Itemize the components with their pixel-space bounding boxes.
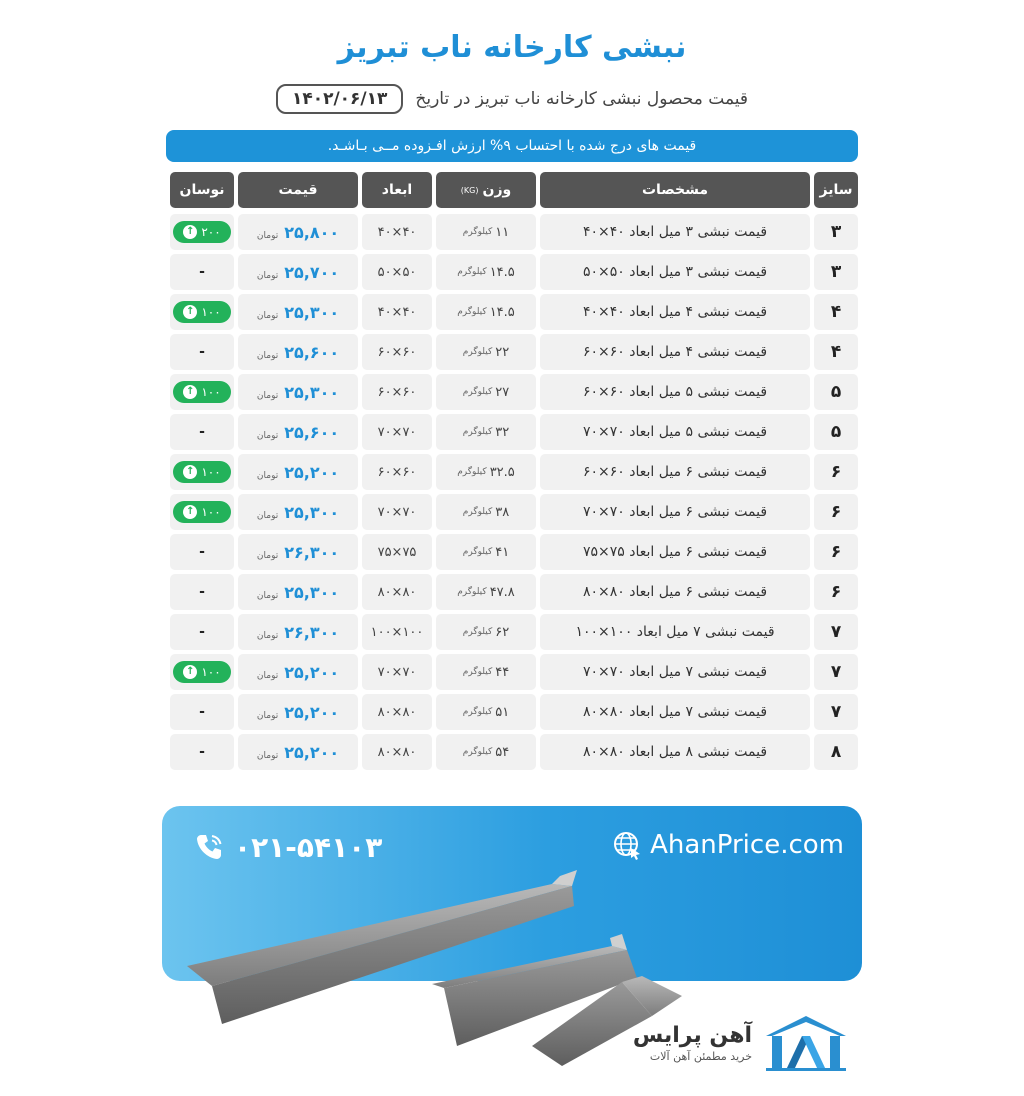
weight-cell bbox=[436, 334, 536, 370]
weight-value: ۳۲.۵ bbox=[489, 464, 515, 480]
change-cell bbox=[170, 694, 234, 730]
spec-cell bbox=[540, 534, 810, 570]
price-wrap bbox=[257, 343, 339, 362]
price-wrap bbox=[257, 663, 339, 682]
price-cell bbox=[238, 334, 358, 370]
dim-value: ۴۰×۴۰ bbox=[377, 304, 417, 320]
price-wrap bbox=[257, 743, 339, 762]
weight-cell bbox=[436, 214, 536, 250]
price-cell bbox=[238, 294, 358, 330]
weight-cell bbox=[436, 254, 536, 290]
weight-cell bbox=[436, 614, 536, 650]
price-wrap bbox=[257, 503, 339, 522]
arrow-up-icon: ↑ bbox=[183, 465, 197, 479]
dim-cell bbox=[362, 574, 432, 610]
size-cell bbox=[814, 734, 858, 770]
price-unit: تومان bbox=[256, 630, 279, 641]
header-weight bbox=[436, 172, 536, 208]
price-wrap bbox=[257, 223, 339, 242]
table-row bbox=[166, 214, 858, 250]
change-badge bbox=[173, 381, 231, 403]
table-row bbox=[166, 694, 858, 730]
change-value: ۱۰۰ bbox=[201, 505, 221, 519]
weight-value: ۵۱ bbox=[495, 704, 510, 720]
size-value: ۳ bbox=[830, 262, 842, 282]
price-cell bbox=[238, 414, 358, 450]
price-value: ۲۵,۸۰۰ bbox=[284, 222, 340, 242]
table-row bbox=[166, 374, 858, 410]
change-badge bbox=[173, 301, 231, 323]
price-cell bbox=[238, 534, 358, 570]
change-value: ۱۰۰ bbox=[201, 465, 221, 479]
price-value: ۲۶,۳۰۰ bbox=[284, 542, 340, 562]
price-wrap bbox=[257, 623, 339, 642]
dim-value: ۴۰×۴۰ bbox=[377, 224, 417, 240]
change-cell bbox=[170, 254, 234, 290]
weight-cell bbox=[436, 414, 536, 450]
price-value: ۲۵,۶۰۰ bbox=[284, 422, 340, 442]
table-row bbox=[166, 254, 858, 290]
price-value: ۲۵,۷۰۰ bbox=[284, 262, 340, 282]
table-row bbox=[166, 534, 858, 570]
price-wrap bbox=[257, 423, 339, 442]
price-unit: تومان bbox=[256, 350, 279, 361]
weight-value: ۴۷.۸ bbox=[489, 584, 515, 600]
price-cell bbox=[238, 654, 358, 690]
spec-value: قیمت نبشی ۶ میل ابعاد ۶۰×۶۰ bbox=[583, 464, 768, 480]
table-row bbox=[166, 734, 858, 770]
price-value: ۲۶,۳۰۰ bbox=[284, 622, 340, 642]
change-cell bbox=[170, 294, 234, 330]
spec-value: قیمت نبشی ۵ میل ابعاد ۶۰×۶۰ bbox=[583, 384, 768, 400]
dim-value: ۱۰۰×۱۰۰ bbox=[370, 624, 424, 640]
spec-value: قیمت نبشی ۶ میل ابعاد ۸۰×۸۰ bbox=[583, 584, 768, 600]
change-value: - bbox=[199, 624, 205, 640]
table-row bbox=[166, 334, 858, 370]
table-row bbox=[166, 414, 858, 450]
size-value: ۶ bbox=[830, 462, 842, 482]
spec-cell bbox=[540, 214, 810, 250]
change-cell bbox=[170, 734, 234, 770]
brand-name: آهن پرایس bbox=[632, 1023, 752, 1048]
spec-value: قیمت نبشی ۸ میل ابعاد ۸۰×۸۰ bbox=[583, 744, 768, 760]
price-cell bbox=[238, 454, 358, 490]
price-value: ۲۵,۲۰۰ bbox=[284, 702, 340, 722]
spec-cell bbox=[540, 334, 810, 370]
change-cell bbox=[170, 454, 234, 490]
vat-notice: قیمت های درج شده با احتساب ۹% ارزش افـزوده مــی بـاشـد. bbox=[166, 130, 858, 162]
price-unit: تومان bbox=[256, 310, 279, 321]
dim-value: ۶۰×۶۰ bbox=[377, 344, 417, 360]
dim-cell bbox=[362, 734, 432, 770]
change-cell bbox=[170, 374, 234, 410]
price-unit: تومان bbox=[256, 710, 279, 721]
date-badge: ۱۴۰۲/۰۶/۱۳ bbox=[276, 84, 403, 114]
dim-value: ۶۰×۶۰ bbox=[377, 384, 417, 400]
dim-value: ۸۰×۸۰ bbox=[377, 584, 417, 600]
weight-cell bbox=[436, 574, 536, 610]
change-value: - bbox=[199, 344, 205, 360]
dim-cell bbox=[362, 254, 432, 290]
weight-cell bbox=[436, 734, 536, 770]
weight-cell bbox=[436, 374, 536, 410]
arrow-up-icon: ↑ bbox=[183, 225, 197, 239]
header-spec: مشخصات bbox=[540, 172, 810, 208]
header-change: نوسان bbox=[170, 172, 234, 208]
weight-unit: کیلوگرم bbox=[462, 707, 493, 717]
weight-value: ۴۱ bbox=[495, 544, 510, 560]
spec-value: قیمت نبشی ۴ میل ابعاد ۴۰×۴۰ bbox=[583, 304, 768, 320]
weight-unit: کیلوگرم bbox=[462, 627, 493, 637]
weight-value: ۱۴.۵ bbox=[489, 264, 515, 280]
subtitle-row bbox=[0, 84, 1024, 114]
change-cell bbox=[170, 654, 234, 690]
price-cell bbox=[238, 614, 358, 650]
spec-cell bbox=[540, 654, 810, 690]
size-value: ۴ bbox=[830, 302, 842, 322]
weight-unit: کیلوگرم bbox=[457, 267, 487, 277]
dim-value: ۷۰×۷۰ bbox=[377, 504, 417, 520]
table-row bbox=[166, 654, 858, 690]
dim-cell bbox=[362, 334, 432, 370]
size-value: ۶ bbox=[830, 542, 842, 562]
size-cell bbox=[814, 254, 858, 290]
price-cell bbox=[238, 254, 358, 290]
weight-unit: کیلوگرم bbox=[462, 347, 493, 357]
size-value: ۵ bbox=[830, 382, 842, 402]
price-cell bbox=[238, 374, 358, 410]
weight-unit: کیلوگرم bbox=[462, 747, 493, 757]
price-value: ۲۵,۲۰۰ bbox=[284, 662, 340, 682]
weight-value: ۵۴ bbox=[495, 744, 510, 760]
dim-cell bbox=[362, 494, 432, 530]
header-size: سایز bbox=[814, 172, 858, 208]
weight-unit: کیلوگرم bbox=[457, 307, 487, 317]
spec-value: قیمت نبشی ۶ میل ابعاد ۷۰×۷۰ bbox=[583, 504, 768, 520]
size-cell bbox=[814, 414, 858, 450]
price-value: ۲۵,۳۰۰ bbox=[284, 302, 340, 322]
brand-mark-icon bbox=[764, 1014, 848, 1072]
change-value: - bbox=[199, 424, 205, 440]
price-table bbox=[166, 172, 858, 774]
weight-cell bbox=[436, 494, 536, 530]
table-header bbox=[166, 172, 858, 208]
page-title: نبشی کارخانه ناب تبریز bbox=[337, 30, 687, 65]
size-cell bbox=[814, 694, 858, 730]
table-row bbox=[166, 494, 858, 530]
size-value: ۷ bbox=[830, 622, 842, 642]
weight-unit: کیلوگرم bbox=[462, 507, 493, 517]
spec-cell bbox=[540, 454, 810, 490]
change-cell bbox=[170, 614, 234, 650]
size-cell bbox=[814, 294, 858, 330]
change-value: - bbox=[199, 704, 205, 720]
size-cell bbox=[814, 334, 858, 370]
website-link[interactable] bbox=[612, 830, 844, 860]
size-value: ۷ bbox=[830, 702, 842, 722]
weight-value: ۴۴ bbox=[495, 664, 510, 680]
spec-cell bbox=[540, 614, 810, 650]
dim-cell bbox=[362, 414, 432, 450]
weight-unit: کیلوگرم bbox=[462, 667, 493, 677]
arrow-up-icon: ↑ bbox=[183, 665, 197, 679]
change-badge bbox=[173, 221, 231, 243]
table-row bbox=[166, 614, 858, 650]
change-cell bbox=[170, 214, 234, 250]
change-cell bbox=[170, 334, 234, 370]
price-cell bbox=[238, 694, 358, 730]
weight-value: ۱۱ bbox=[495, 224, 510, 240]
weight-unit: کیلوگرم bbox=[462, 547, 493, 557]
price-unit: تومان bbox=[256, 390, 279, 401]
weight-cell bbox=[436, 534, 536, 570]
size-cell bbox=[814, 454, 858, 490]
spec-value: قیمت نبشی ۴ میل ابعاد ۶۰×۶۰ bbox=[583, 344, 768, 360]
weight-value: ۲۲ bbox=[495, 344, 510, 360]
size-cell bbox=[814, 574, 858, 610]
weight-value: ۳۸ bbox=[495, 504, 510, 520]
dim-cell bbox=[362, 654, 432, 690]
price-unit: تومان bbox=[256, 430, 279, 441]
weight-unit: کیلوگرم bbox=[462, 227, 493, 237]
spec-cell bbox=[540, 254, 810, 290]
change-value: ۱۰۰ bbox=[201, 385, 221, 399]
price-unit: تومان bbox=[256, 510, 279, 521]
change-badge bbox=[173, 661, 231, 683]
spec-cell bbox=[540, 374, 810, 410]
price-wrap bbox=[257, 383, 339, 402]
dim-cell bbox=[362, 534, 432, 570]
price-cell bbox=[238, 214, 358, 250]
spec-value: قیمت نبشی ۷ میل ابعاد ۸۰×۸۰ bbox=[583, 704, 768, 720]
change-value: - bbox=[199, 744, 205, 760]
size-cell bbox=[814, 654, 858, 690]
header-weight-unit: (KG) bbox=[460, 185, 479, 195]
promo-banner bbox=[162, 806, 862, 1080]
dim-value: ۷۰×۷۰ bbox=[377, 664, 417, 680]
price-unit: تومان bbox=[256, 270, 279, 281]
dim-value: ۵۰×۵۰ bbox=[377, 264, 417, 280]
spec-value: قیمت نبشی ۵ میل ابعاد ۷۰×۷۰ bbox=[583, 424, 768, 440]
price-unit: تومان bbox=[256, 670, 279, 681]
weight-unit: کیلوگرم bbox=[462, 427, 493, 437]
change-value: - bbox=[199, 584, 205, 600]
dim-value: ۷۵×۷۵ bbox=[377, 544, 417, 560]
size-value: ۶ bbox=[830, 502, 842, 522]
phone-icon bbox=[192, 830, 226, 864]
size-cell bbox=[814, 214, 858, 250]
spec-value: قیمت نبشی ۷ میل ابعاد ۷۰×۷۰ bbox=[583, 664, 768, 680]
size-value: ۵ bbox=[830, 422, 842, 442]
size-cell bbox=[814, 534, 858, 570]
weight-cell bbox=[436, 454, 536, 490]
table-row bbox=[166, 454, 858, 490]
size-value: ۶ bbox=[830, 582, 842, 602]
table-row bbox=[166, 294, 858, 330]
price-value: ۲۵,۳۰۰ bbox=[284, 382, 340, 402]
table-row bbox=[166, 574, 858, 610]
globe-icon bbox=[612, 830, 642, 860]
spec-value: قیمت نبشی ۳ میل ابعاد ۴۰×۴۰ bbox=[583, 224, 768, 240]
price-wrap bbox=[257, 583, 339, 602]
price-unit: تومان bbox=[256, 750, 279, 761]
spec-cell bbox=[540, 694, 810, 730]
price-wrap bbox=[257, 463, 339, 482]
price-wrap bbox=[257, 303, 339, 322]
price-wrap bbox=[257, 543, 339, 562]
size-value: ۸ bbox=[830, 742, 842, 762]
spec-cell bbox=[540, 294, 810, 330]
header-price: قیمت bbox=[238, 172, 358, 208]
size-cell bbox=[814, 614, 858, 650]
size-cell bbox=[814, 494, 858, 530]
dim-value: ۶۰×۶۰ bbox=[377, 464, 417, 480]
dim-value: ۸۰×۸۰ bbox=[377, 744, 417, 760]
subtitle: قیمت محصول نبشی کارخانه ناب تبریز در تاریخ bbox=[415, 89, 749, 109]
price-unit: تومان bbox=[256, 470, 279, 481]
weight-cell bbox=[436, 654, 536, 690]
arrow-up-icon: ↑ bbox=[183, 385, 197, 399]
spec-value: قیمت نبشی ۷ میل ابعاد ۱۰۰×۱۰۰ bbox=[575, 624, 775, 640]
brand-tagline: خرید مطمئن آهن آلات bbox=[649, 1050, 752, 1063]
change-value: ۲۰۰ bbox=[201, 225, 221, 239]
website-text: AhanPrice.com bbox=[650, 830, 844, 860]
size-value: ۷ bbox=[830, 662, 842, 682]
change-cell bbox=[170, 414, 234, 450]
phone-number: ۰۲۱-۵۴۱۰۳ bbox=[234, 830, 383, 864]
table-body bbox=[166, 214, 858, 770]
change-value: - bbox=[199, 544, 205, 560]
arrow-up-icon: ↑ bbox=[183, 505, 197, 519]
price-unit: تومان bbox=[256, 230, 279, 241]
weight-value: ۲۷ bbox=[495, 384, 510, 400]
spec-cell bbox=[540, 414, 810, 450]
weight-cell bbox=[436, 294, 536, 330]
dim-cell bbox=[362, 454, 432, 490]
price-cell bbox=[238, 734, 358, 770]
price-unit: تومان bbox=[256, 590, 279, 601]
header-dim: ابعاد bbox=[362, 172, 432, 208]
weight-value: ۳۲ bbox=[495, 424, 510, 440]
weight-unit: کیلوگرم bbox=[457, 467, 487, 477]
change-cell bbox=[170, 574, 234, 610]
dim-cell bbox=[362, 294, 432, 330]
price-wrap bbox=[257, 703, 339, 722]
price-cell bbox=[238, 574, 358, 610]
size-value: ۳ bbox=[830, 222, 842, 242]
spec-value: قیمت نبشی ۳ میل ابعاد ۵۰×۵۰ bbox=[583, 264, 768, 280]
header-weight-label: وزن bbox=[482, 182, 512, 198]
spec-cell bbox=[540, 574, 810, 610]
weight-value: ۶۲ bbox=[495, 624, 510, 640]
size-cell bbox=[814, 374, 858, 410]
change-cell bbox=[170, 534, 234, 570]
change-value: ۱۰۰ bbox=[201, 665, 221, 679]
price-value: ۲۵,۶۰۰ bbox=[284, 342, 340, 362]
dim-cell bbox=[362, 694, 432, 730]
price-unit: تومان bbox=[256, 550, 279, 561]
price-value: ۲۵,۳۰۰ bbox=[284, 582, 340, 602]
dim-value: ۸۰×۸۰ bbox=[377, 704, 417, 720]
weight-unit: کیلوگرم bbox=[462, 387, 493, 397]
change-value: ۱۰۰ bbox=[201, 305, 221, 319]
dim-cell bbox=[362, 374, 432, 410]
weight-value: ۱۴.۵ bbox=[489, 304, 515, 320]
dim-cell bbox=[362, 614, 432, 650]
phone-contact[interactable] bbox=[192, 830, 382, 864]
change-badge bbox=[173, 461, 231, 483]
price-value: ۲۵,۲۰۰ bbox=[284, 462, 340, 482]
brand-text bbox=[633, 1023, 752, 1063]
price-value: ۲۵,۲۰۰ bbox=[284, 742, 340, 762]
arrow-up-icon: ↑ bbox=[183, 305, 197, 319]
dim-value: ۷۰×۷۰ bbox=[377, 424, 417, 440]
weight-unit: کیلوگرم bbox=[457, 587, 487, 597]
dim-cell bbox=[362, 214, 432, 250]
size-value: ۴ bbox=[830, 342, 842, 362]
spec-cell bbox=[540, 734, 810, 770]
weight-cell bbox=[436, 694, 536, 730]
change-cell bbox=[170, 494, 234, 530]
spec-value: قیمت نبشی ۶ میل ابعاد ۷۵×۷۵ bbox=[583, 544, 768, 560]
spec-cell bbox=[540, 494, 810, 530]
change-value: - bbox=[199, 264, 205, 280]
change-badge bbox=[173, 501, 231, 523]
price-cell bbox=[238, 494, 358, 530]
price-wrap bbox=[257, 263, 339, 282]
price-value: ۲۵,۳۰۰ bbox=[284, 502, 340, 522]
brand-logo bbox=[633, 1014, 848, 1072]
